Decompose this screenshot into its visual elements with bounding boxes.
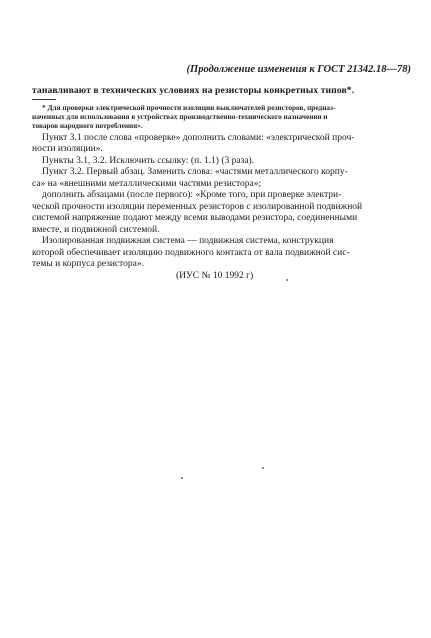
paragraph-line: Пункт 3.2. Первый абзац. Заменить слова: «частями металлического корпу- — [42, 167, 348, 177]
paragraph-line: ческой прочности изоляции переменных резисторов с изолированной подвижной — [32, 202, 363, 212]
footnote-line: товаров народного потребления». — [32, 121, 143, 130]
paragraph-line: Изолированная подвижная система — подвижная система, конструкция — [42, 236, 334, 246]
paragraph-line: дополнить абзацами (после первого): «Кроме того, при проверке электри- — [42, 190, 342, 200]
paragraph-line: ности изоляции». — [32, 144, 103, 154]
issue-reference: (ИУС № 10 1992 г) — [176, 271, 254, 281]
scan-speck — [181, 477, 183, 479]
paragraph-line: которой обеспечивает изоляцию подвижного контакта от вала подвижной сис- — [32, 248, 350, 258]
paragraph-line: Пункты 3.1, 3.2. Исключить ссылку: (п. 1.1) (3 раза). — [42, 156, 255, 166]
paragraph-line: системой напряжение подают между всеми выводами резистора, соединенными — [32, 213, 358, 223]
scan-speck — [262, 467, 264, 469]
continuation-header: (Продолжение изменения к ГОСТ 21342.18—78) — [186, 64, 411, 75]
paragraph-line: са» на «внешними металлическими частями резистора»; — [32, 179, 262, 189]
footnote-line: * Для проверки электрической прочности изоляции выключателей резисторов, предназ- — [42, 103, 336, 112]
paragraph-line: вместе, и подвижной системой. — [32, 225, 160, 235]
footnote-line: наченных для использования в устройствах производственно-технического назначения и — [32, 112, 328, 121]
continued-sentence: танавливают в технических условиях на резисторы конкретных типов*. — [32, 85, 355, 96]
footnote-rule — [32, 99, 56, 100]
paragraph-line: Пункт 3.1 после слова «проверке» дополнить словами: «электрической проч- — [42, 133, 355, 143]
scan-speck — [286, 279, 288, 281]
paragraph-line: темы и корпуса резистора». — [32, 259, 144, 269]
